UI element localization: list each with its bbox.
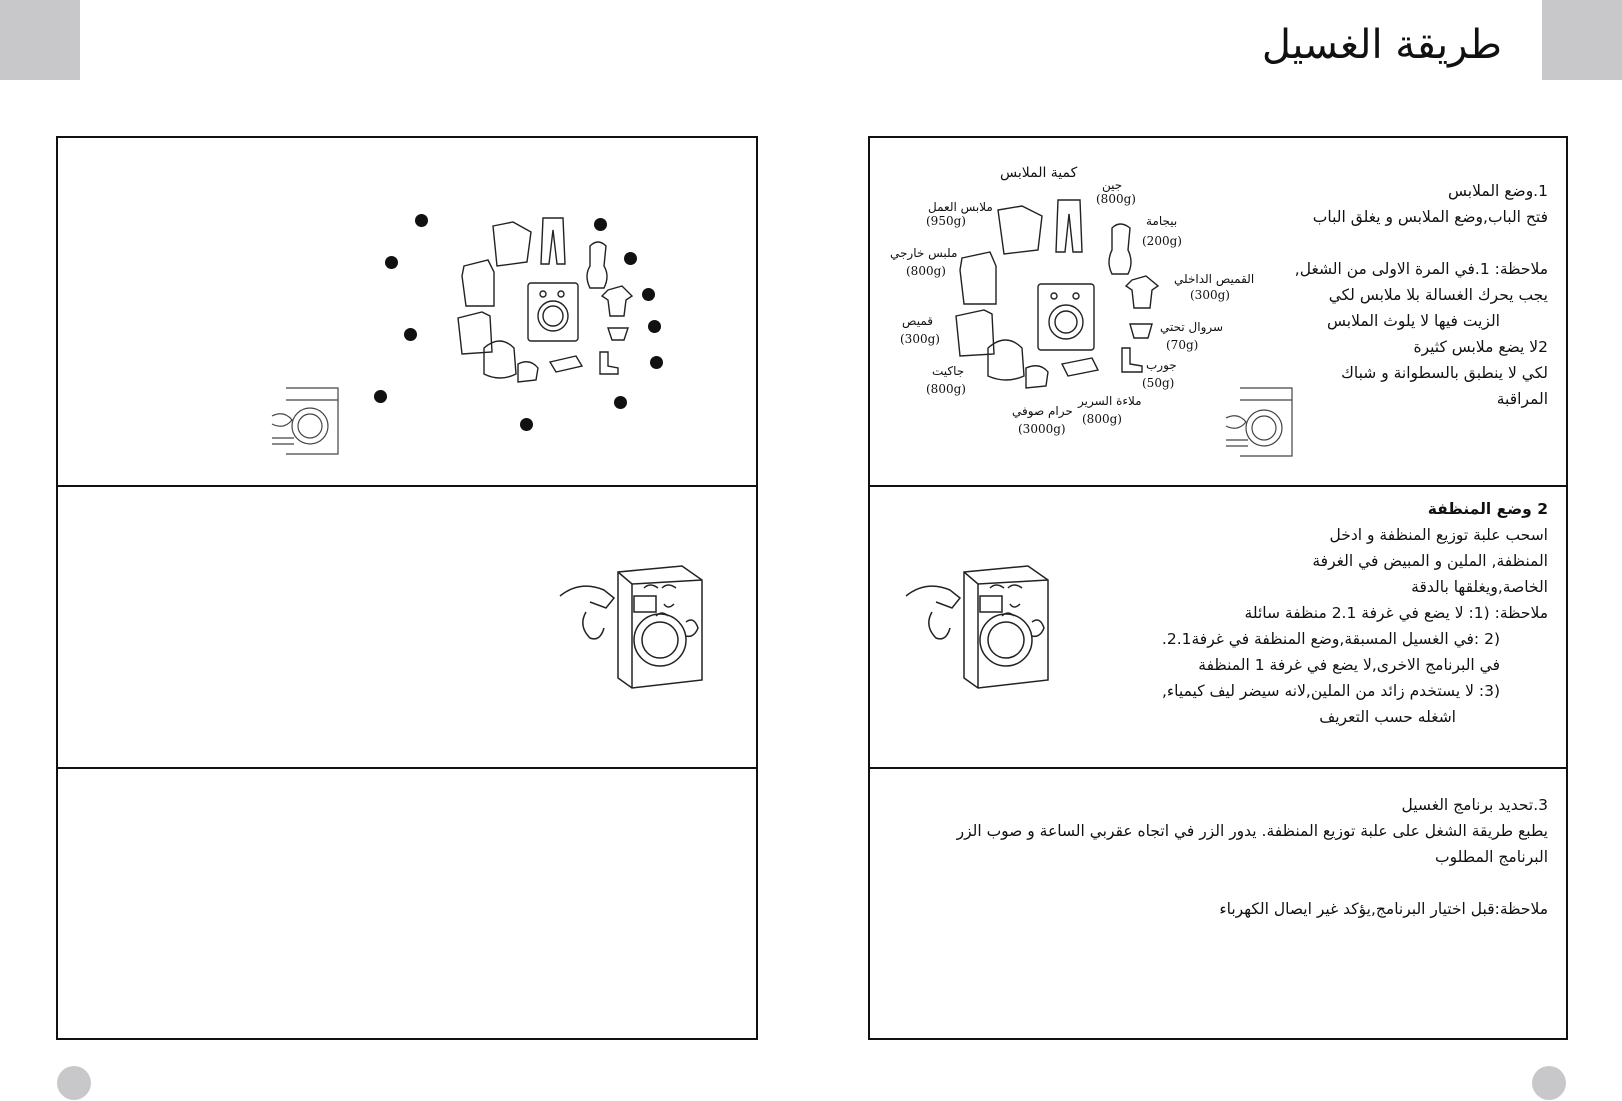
step-1	[1258, 178, 1548, 412]
step-2-line: في البرنامج الاخرى,لا يضع في غرفة 1 المنظفة	[1198, 656, 1500, 674]
step-1-line: ملاحظة: 1.في المرة الاولى من الشغل,	[1294, 260, 1548, 278]
washing-machine-corner-illustration	[1226, 386, 1296, 458]
step-2-line: اشغله حسب التعريف	[1319, 708, 1456, 726]
laundry-item-label: ملاءة السرير	[1078, 394, 1142, 408]
step-3-heading: 3.تحديد برنامج الغسيل	[1401, 796, 1548, 814]
laundry-item-label: سروال تحتي	[1160, 320, 1224, 334]
laundry-item-weight: (70g)	[1166, 338, 1199, 352]
laundry-item-weight: (800g)	[1082, 412, 1122, 426]
page-title: طريقة الغسيل	[1261, 22, 1502, 68]
laundry-circle-illustration	[458, 218, 648, 398]
step-2-line: (3: لا يستخدم زائد من الملين,لانه سيضر ليف كيمياء,	[1161, 682, 1500, 700]
step-1-line: الزيت فيها لا يلوث الملابس	[1327, 312, 1500, 330]
laundry-quantity-illustration	[954, 188, 1174, 398]
detergent-drawer-illustration	[560, 560, 710, 690]
page-marker-right	[1532, 1066, 1566, 1100]
laundry-item-label: ملابس العمل	[928, 200, 993, 214]
laundry-item-label: ملبس خارجي	[890, 246, 958, 260]
left-panel	[56, 136, 758, 1040]
step-1-line: المراقبة	[1496, 390, 1548, 408]
bullet	[404, 328, 417, 341]
step-2-line: اسحب علبة توزيع المنظفة و ادخل	[1329, 526, 1548, 544]
bullet	[385, 256, 398, 269]
step-2-line: ملاحظة: (1: لا يضع في غرفة 2.1 منظفة سائلة	[1244, 604, 1548, 622]
detergent-drawer-illustration	[906, 560, 1056, 690]
bullet	[415, 214, 428, 227]
bullet	[648, 320, 661, 333]
laundry-item-label: جورب	[1146, 358, 1177, 372]
laundry-item-weight: (200g)	[1142, 234, 1182, 248]
step-2-line: المنظفة, الملين و المبيض في الغرفة	[1312, 552, 1548, 570]
laundry-item-label: القميص الداخلي	[1174, 272, 1255, 286]
step-3-line: البرنامج المطلوب	[1435, 848, 1548, 866]
step-3	[888, 792, 1548, 922]
step-1-line: لكي لا ينطبق بالسطوانة و شباك	[1341, 364, 1548, 382]
laundry-item-label: حرام صوفي	[1012, 404, 1073, 418]
step-2	[1088, 496, 1548, 730]
laundry-figure-title: كمية الملابس	[1000, 165, 1078, 181]
divider	[58, 767, 756, 769]
laundry-item-weight: (3000g)	[1018, 422, 1066, 436]
corner-tab-right	[1542, 0, 1622, 80]
step-2-line: (2 :في الغسيل المسبقة,وضع المنظفة في غرفة2.1.	[1161, 630, 1500, 648]
step-3-line	[888, 870, 1548, 896]
step-2-line: الخاصة,ويغلقها بالدقة	[1411, 578, 1548, 596]
divider	[870, 767, 1566, 769]
step-1-line: 2لا يضع ملابس كثيرة	[1413, 338, 1548, 356]
laundry-item-label: قميص	[902, 314, 933, 328]
step-3-line: يطبع طريقة الشغل على علبة توزيع المنظفة. يدور الزر في اتجاه عقربي الساعة و صوب الزر	[956, 822, 1548, 840]
laundry-item-weight: (50g)	[1142, 376, 1175, 390]
right-panel	[868, 136, 1568, 1040]
step-3-line: ملاحظة:قبل اختيار البرنامج,يؤكد غير ايصال الكهرباء	[1219, 900, 1548, 918]
bullet	[520, 418, 533, 431]
step-1-line: فتح الباب,وضع الملابس و يغلق الباب	[1312, 208, 1548, 226]
laundry-item-weight: (800g)	[906, 264, 946, 278]
laundry-item-weight: (950g)	[926, 214, 966, 228]
laundry-item-weight: (300g)	[1190, 288, 1230, 302]
divider	[870, 485, 1566, 487]
laundry-item-weight: (300g)	[900, 332, 940, 346]
bullet	[374, 390, 387, 403]
washing-machine-corner-illustration	[272, 386, 342, 456]
corner-tab-left	[0, 0, 80, 80]
bullet	[650, 356, 663, 369]
laundry-item-label: جاكيت	[932, 364, 965, 378]
step-2-heading: 2 وضع المنظفة	[1427, 500, 1548, 518]
laundry-item-label: جين	[1102, 178, 1123, 192]
step-1-line: يجب يحرك الغسالة بلا ملابس لكي	[1328, 286, 1548, 304]
step-1-heading: 1.وضع الملابس	[1448, 182, 1548, 200]
laundry-item-weight: (800g)	[926, 382, 966, 396]
laundry-item-label: بيجامة	[1146, 214, 1178, 228]
step-1-line	[1258, 230, 1548, 256]
page-marker-left	[57, 1066, 91, 1100]
laundry-item-weight: (800g)	[1096, 192, 1136, 206]
divider	[58, 485, 756, 487]
